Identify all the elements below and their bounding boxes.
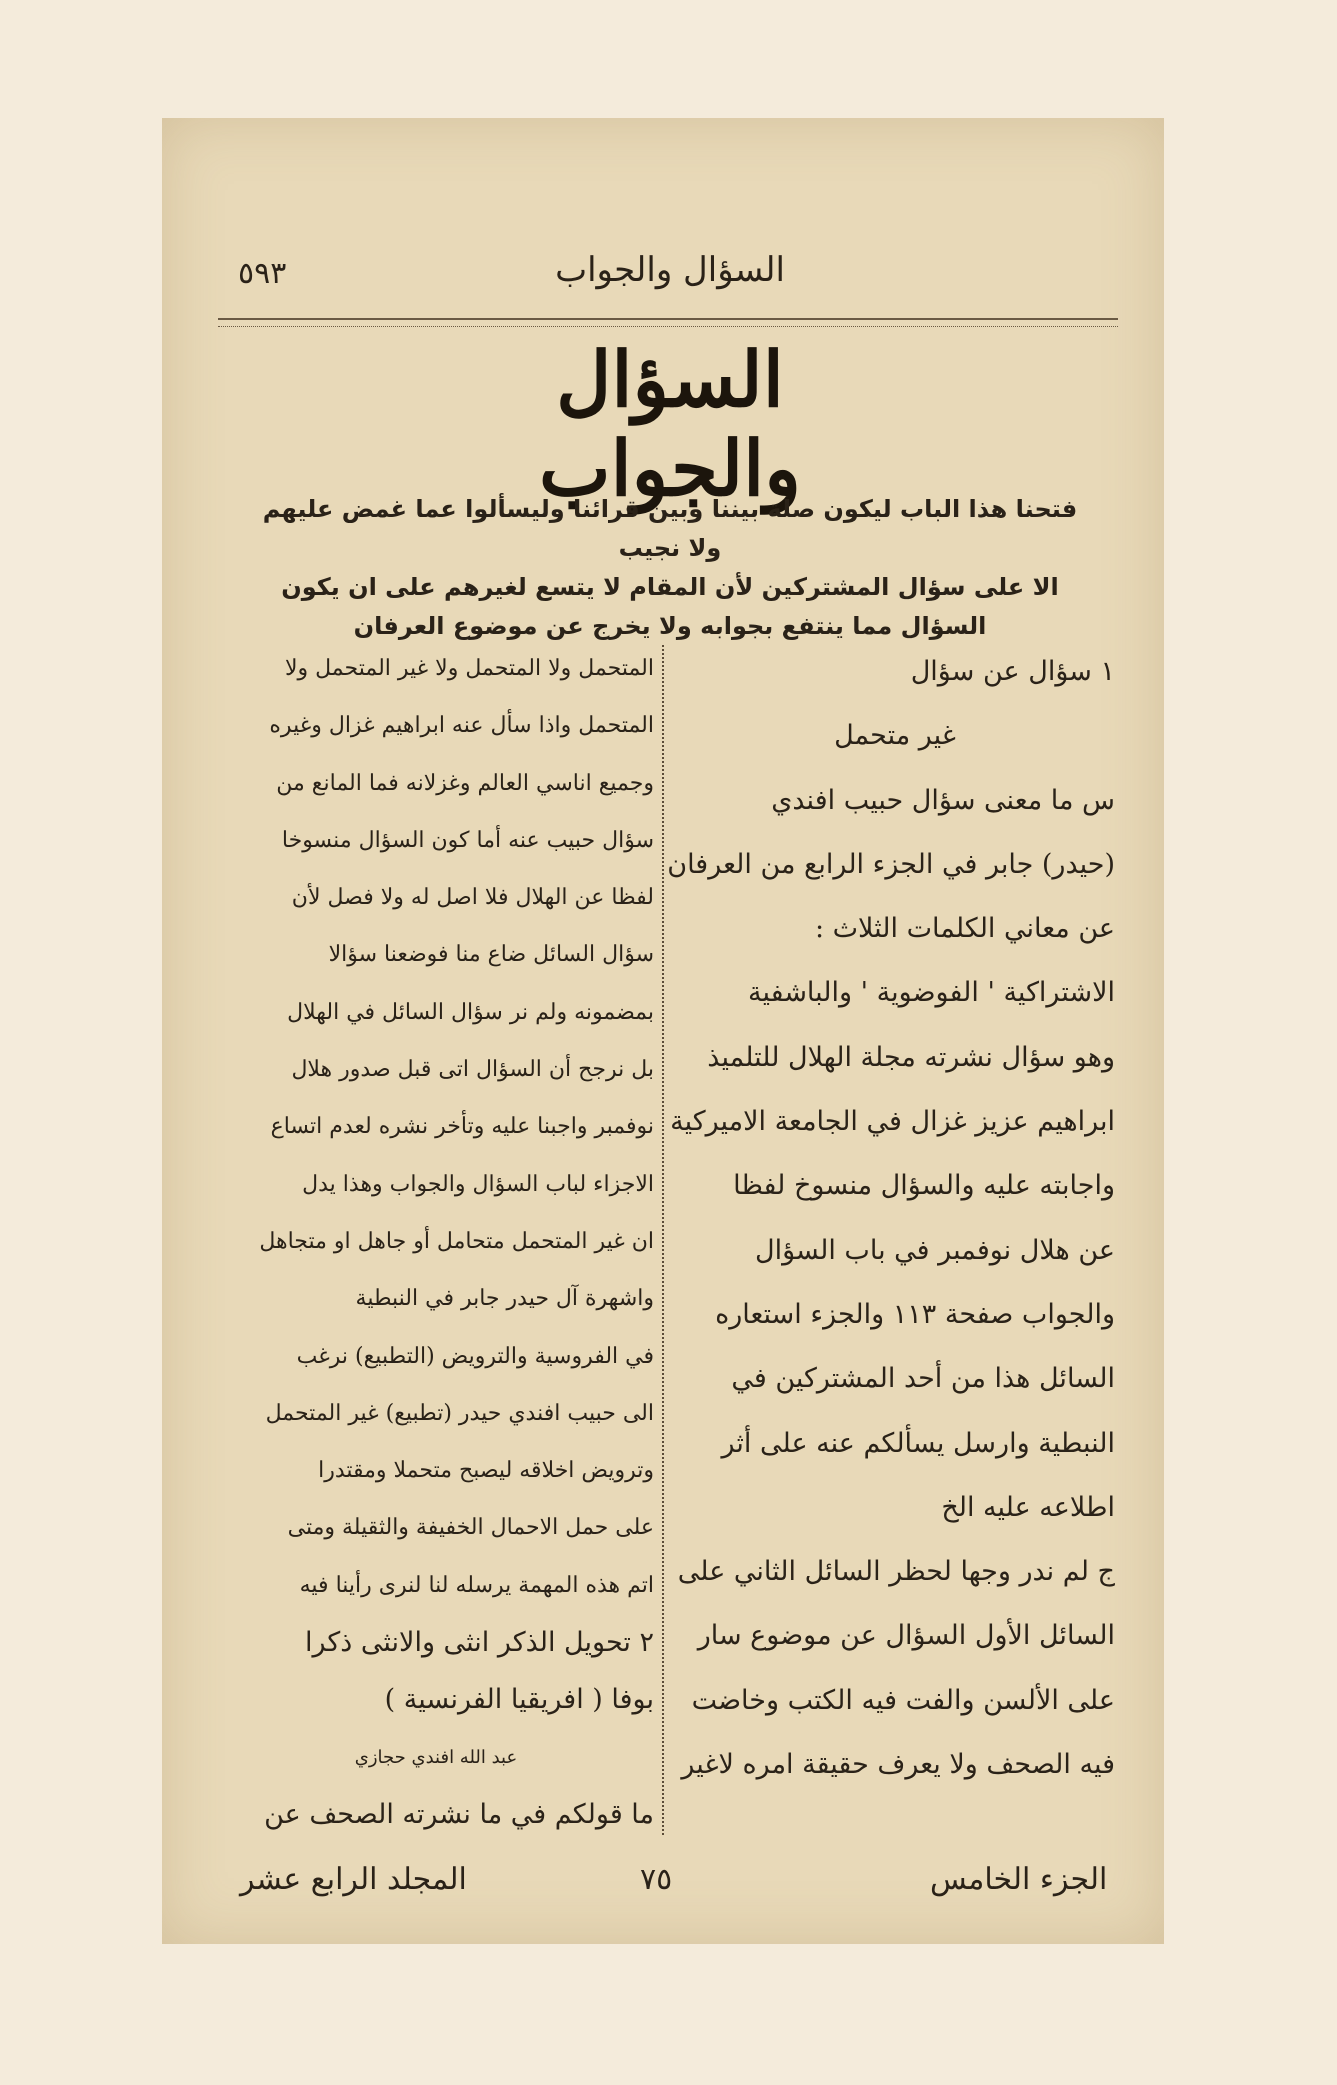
section-title: السؤال والجواب: [539, 335, 801, 513]
text-line: والجواب صفحة ١١٣ والجزء استعاره: [715, 1298, 1115, 1330]
text-line: على الألسن والفت فيه الكتب وخاضت: [691, 1684, 1115, 1716]
text-line: نوفمبر واجبنا عليه وتأخر نشره لعدم اتساع: [270, 1114, 654, 1140]
text-line: سؤال حبيب عنه أما كون السؤال منسوخا: [281, 827, 654, 853]
text-line: واشهرة آل حيدر جابر في النبطية: [355, 1286, 654, 1312]
left-column: [218, 640, 654, 1843]
question-heading: ١ سؤال عن سؤال: [910, 656, 1115, 687]
text-line: على حمل الاحمال الخفيفة والثقيلة ومتى: [287, 1515, 654, 1541]
text-line: الى حبيب افندي حيدر (تطبيع) غير المتحمل: [265, 1400, 654, 1426]
text-line: ما قولكم في ما نشرته الصحف عن: [264, 1798, 654, 1830]
text-line: المتحمل ولا المتحمل ولا غير المتحمل ولا: [284, 656, 654, 681]
text-line: اطلاعه عليه الخ: [941, 1491, 1115, 1523]
text-line: الاجزاء لباب السؤال والجواب وهذا يدل: [302, 1171, 654, 1197]
text-line: بمضمونه ولم نر سؤال السائل في الهلال: [287, 999, 654, 1025]
text-line: السائل الأول السؤال عن موضوع سار: [697, 1620, 1115, 1652]
footer-volume: المجلد الرابع عشر: [240, 1862, 467, 1897]
text-line: في الفروسية والترويض (التطبيع) نرغب: [296, 1343, 654, 1369]
text-line: ان غير المتحمل متحامل أو جاهل او متجاهل: [259, 1228, 654, 1254]
text-line: واجابته عليه والسؤال منسوخ لفظا: [733, 1170, 1115, 1202]
text-line: بل نرجح أن السؤال اتى قبل صدور هلال: [291, 1057, 654, 1083]
text-line: عن هلال نوفمبر في باب السؤال: [754, 1234, 1115, 1266]
running-title: السؤال والجواب: [555, 250, 785, 290]
column-divider: [662, 645, 664, 1835]
text-line: فيه الصحف ولا يعرف حقيقة امره لاغير: [681, 1749, 1115, 1781]
right-column: [667, 640, 1115, 1797]
text-line: المتحمل واذا سأل عنه ابراهيم غزال وغيره: [269, 713, 654, 739]
text-line: السائل هذا من أحد المشتركين في: [731, 1363, 1115, 1395]
question-subheading: غير متحمل: [834, 720, 956, 752]
intro-paragraph: [260, 490, 1080, 646]
text-line: عن معاني الكلمات الثلاث :: [814, 913, 1115, 945]
text-line: ابراهيم عزيز غزال في الجامعة الاميركية: [670, 1106, 1115, 1138]
text-line: وترويض اخلاقه ليصبح متحملا ومقتدرا: [318, 1458, 654, 1484]
text-line: ج لم ندر وجها لحظر السائل الثاني على: [677, 1556, 1115, 1588]
text-line: اتم هذه المهمة يرسله لنا لنرى رأينا فيه: [299, 1572, 654, 1598]
header-rule: [218, 318, 1118, 327]
text-line: وجميع اناسي العالم وغزلانه فما المانع من: [276, 770, 654, 796]
footer-part: الجزء الخامس: [930, 1862, 1108, 1897]
intro-line: فتحنا هذا الباب ليكون صلة بيننا وبين قرائنا وليسألوا عما غمض عليهم ولا نجيب: [262, 495, 1078, 562]
text-line: سؤال السائل ضاع منا فوضعنا سؤالا: [328, 942, 654, 968]
text-line: س ما معنى سؤال حبيب افندي: [771, 784, 1115, 816]
intro-line: الا على سؤال المشتركين لأن المقام لا يتسع لغيرهم على ان يكون: [281, 573, 1059, 601]
question-location: بوفا ( افريقيا الفرنسية ): [384, 1684, 654, 1716]
text-line: (حيدر) جابر في الجزء الرابع من العرفان: [667, 848, 1115, 880]
page-number: ٥٩٣: [238, 256, 287, 291]
question-author: عبد الله افندي حجازي: [354, 1746, 518, 1768]
text-line: النبطية وارسل يسألكم عنه على أثر: [721, 1427, 1115, 1459]
text-line: لفظا عن الهلال فلا اصل له ولا فصل لأن: [291, 885, 654, 911]
question-heading: ٢ تحويل الذكر انثى والانثى ذكرا: [305, 1627, 654, 1659]
intro-line: السؤال مما ينتفع بجوابه ولا يخرج عن موضوع العرفان: [353, 612, 987, 640]
text-line: وهو سؤال نشرته مجلة الهلال للتلميذ: [707, 1041, 1115, 1073]
text-line: الاشتراكية ' الفوضوية ' والباشفية: [748, 977, 1115, 1009]
footer-number: ٧٥: [640, 1862, 673, 1897]
